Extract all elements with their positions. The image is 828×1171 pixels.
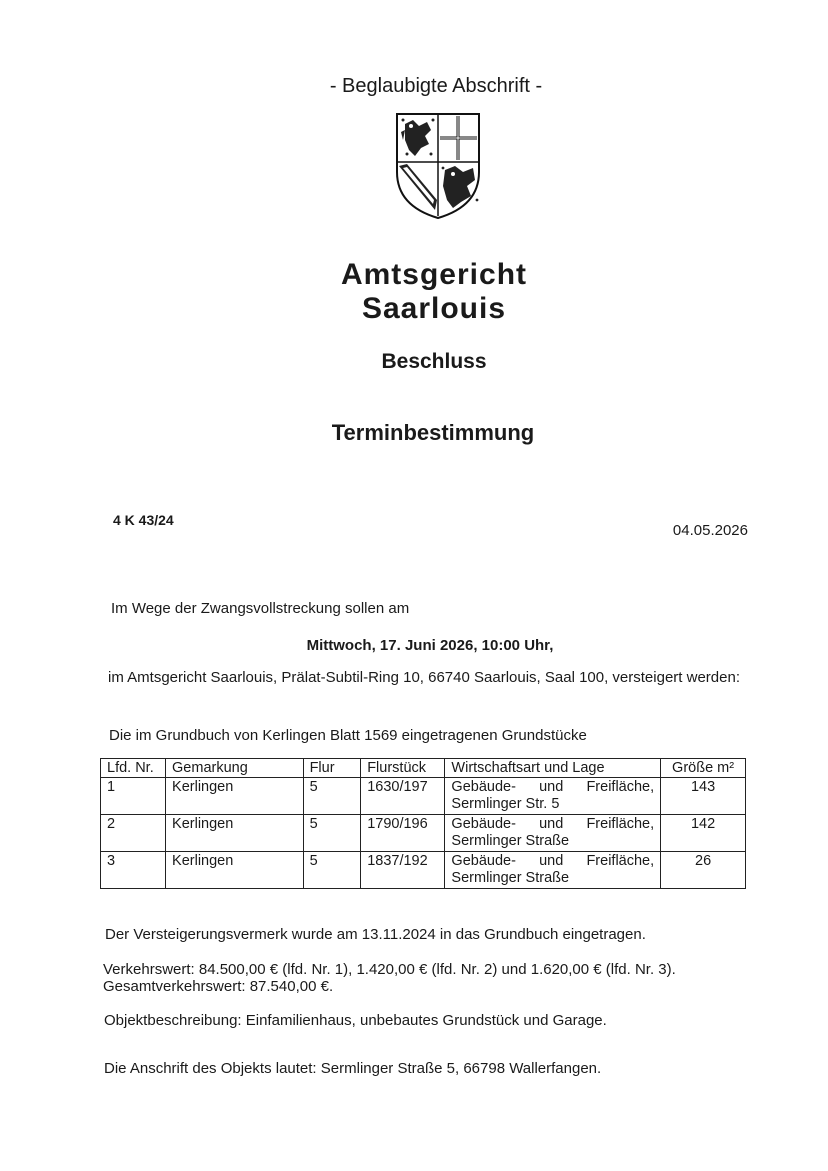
market-value-block	[103, 961, 676, 995]
cell-groesse: 26	[661, 852, 746, 889]
wirt-word: Gebäude-	[451, 853, 516, 869]
cell-groesse: 142	[661, 815, 746, 852]
wirt-word: und	[539, 853, 564, 869]
table-row	[101, 815, 746, 852]
object-address: Die Anschrift des Objekts lautet: Sermlinger Straße 5, 66798 Wallerfangen.	[104, 1060, 602, 1077]
cell-flur: 5	[303, 778, 361, 815]
object-description: Objektbeschreibung: Einfamilienhaus, unbebautes Grundstück und Garage.	[104, 1012, 607, 1029]
wirt-word: Gebäude-	[451, 779, 516, 795]
col-lfd-nr: Lfd. Nr.	[101, 759, 166, 778]
col-wirtschaftsart: Wirtschaftsart und Lage	[445, 759, 661, 778]
cell-wirtschaftsart	[445, 815, 661, 852]
wirt-lage: Sermlinger Str. 5	[451, 796, 560, 812]
cell-wirtschaftsart	[445, 852, 661, 889]
wirt-word: und	[539, 816, 564, 832]
wirt-word: Freifläche,	[586, 816, 655, 832]
document-title: Terminbestimmung	[331, 420, 535, 445]
cell-lfd: 1	[101, 778, 166, 815]
auction-location: im Amtsgericht Saarlouis, Prälat-Subtil-Ring 10, 66740 Saarlouis, Saal 100, versteigert werden:	[108, 669, 740, 686]
document-date: 04.05.2026	[672, 522, 748, 539]
decision-heading: Beschluss	[381, 350, 487, 373]
cell-lfd: 2	[101, 815, 166, 852]
cell-flur: 5	[303, 852, 361, 889]
wirt-lage: Sermlinger Straße	[451, 870, 570, 886]
table-header-row	[101, 759, 746, 778]
market-value: Verkehrswert: 84.500,00 € (lfd. Nr. 1), 1.420,00 € (lfd. Nr. 2) und 1.620,00 € (lfd. Nr. 3).	[103, 961, 676, 978]
file-number: 4 K 43/24	[113, 512, 174, 528]
table-row	[101, 778, 746, 815]
cell-flurstueck: 1837/192	[361, 852, 445, 889]
wirt-lage: Sermlinger Straße	[451, 833, 570, 849]
col-flur: Flur	[303, 759, 361, 778]
registration-note: Der Versteigerungsvermerk wurde am 13.11.2024 in das Grundbuch eingetragen.	[105, 926, 646, 943]
court-name-line1: Amtsgericht	[340, 258, 528, 291]
intro-paragraph: Im Wege der Zwangsvollstreckung sollen am	[111, 600, 410, 617]
cell-flur: 5	[303, 815, 361, 852]
certified-copy-label: - Beglaubigte Abschrift -	[329, 75, 543, 97]
court-name-line2: Saarlouis	[361, 292, 507, 325]
col-gemarkung: Gemarkung	[166, 759, 304, 778]
properties-table	[100, 758, 746, 889]
cell-wirtschaftsart	[445, 778, 661, 815]
auction-date: Mittwoch, 17. Juni 2026, 10:00 Uhr,	[306, 637, 554, 654]
cell-groesse: 143	[661, 778, 746, 815]
cell-gemarkung: Kerlingen	[166, 852, 304, 889]
col-groesse: Größe m²	[661, 759, 746, 778]
cell-flurstueck: 1790/196	[361, 815, 445, 852]
total-market-value: Gesamtverkehrswert: 87.540,00 €.	[103, 978, 334, 995]
cell-flurstueck: 1630/197	[361, 778, 445, 815]
cell-gemarkung: Kerlingen	[166, 778, 304, 815]
cell-gemarkung: Kerlingen	[166, 815, 304, 852]
wirt-word: und	[539, 779, 564, 795]
cell-lfd: 3	[101, 852, 166, 889]
table-row	[101, 852, 746, 889]
land-register-intro: Die im Grundbuch von Kerlingen Blatt 1569 eingetragenen Grundstücke	[109, 727, 587, 744]
court-name	[0, 258, 828, 326]
col-flurstueck: Flurstück	[361, 759, 445, 778]
wirt-word: Gebäude-	[451, 816, 516, 832]
wirt-word: Freifläche,	[586, 779, 655, 795]
wirt-word: Freifläche,	[586, 853, 655, 869]
saarland-coat-of-arms-icon	[393, 110, 483, 222]
